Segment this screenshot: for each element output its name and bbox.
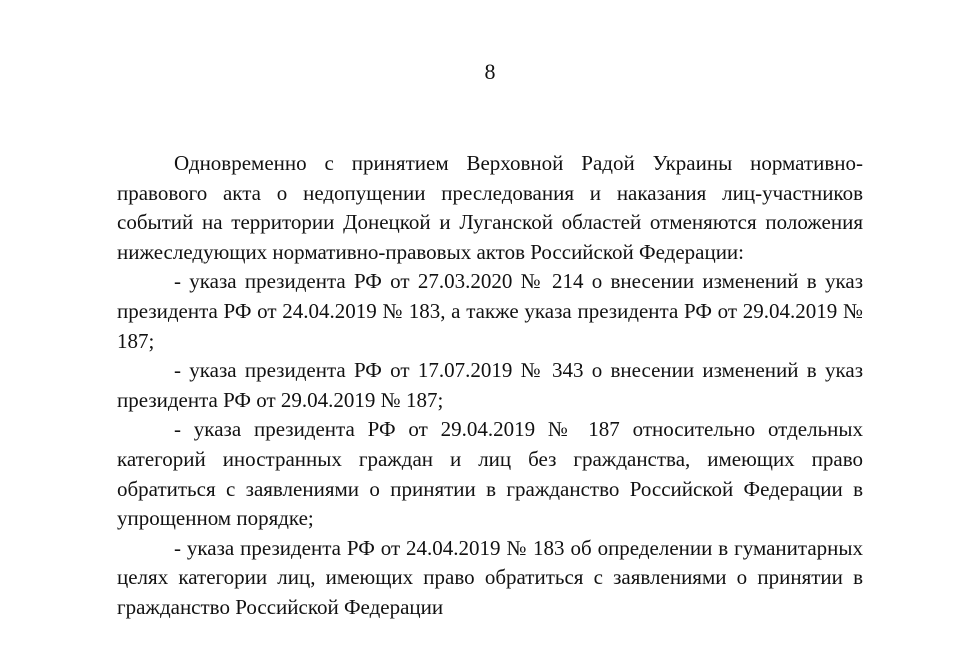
page-number: 8 [484, 59, 496, 84]
list-item-decree-183: - указа президента РФ от 24.04.2019 № 183 об определении в гуманитарных целях категории лиц, имеющих право обратиться с заявлениями о принятии в гражданство Российской Федерации [117, 535, 863, 619]
document-body [117, 149, 863, 623]
paragraph-intro: Одновременно с принятием Верховной Радой Украины нормативно-правового акта о недопущении преследования и наказания лиц-участников событий на территории Донецкой и Луганской областей отменяются положения нижеследующих нормативно-правовых актов Российской Федерации: [117, 151, 863, 264]
list-item-decree-214: - указа президента РФ от 27.03.2020 № 214 о внесении изменений в указ президента РФ от 24.04.2019 № 183, а также указа президента РФ от 29.04.2019 № 187; [117, 269, 863, 353]
list-item-decree-187: - указа президента РФ от 29.04.2019 № 187 относительно отдельных категорий иностранных граждан и лиц без гражданства, имеющих право обратиться с заявлениями о принятии в гражданство Российской Федерации в упрощенном порядке; [117, 417, 863, 531]
list-item-decree-343: - указа президента РФ от 17.07.2019 № 343 о внесении изменений в указ президента РФ от 29.04.2019 № 187; [117, 358, 863, 412]
